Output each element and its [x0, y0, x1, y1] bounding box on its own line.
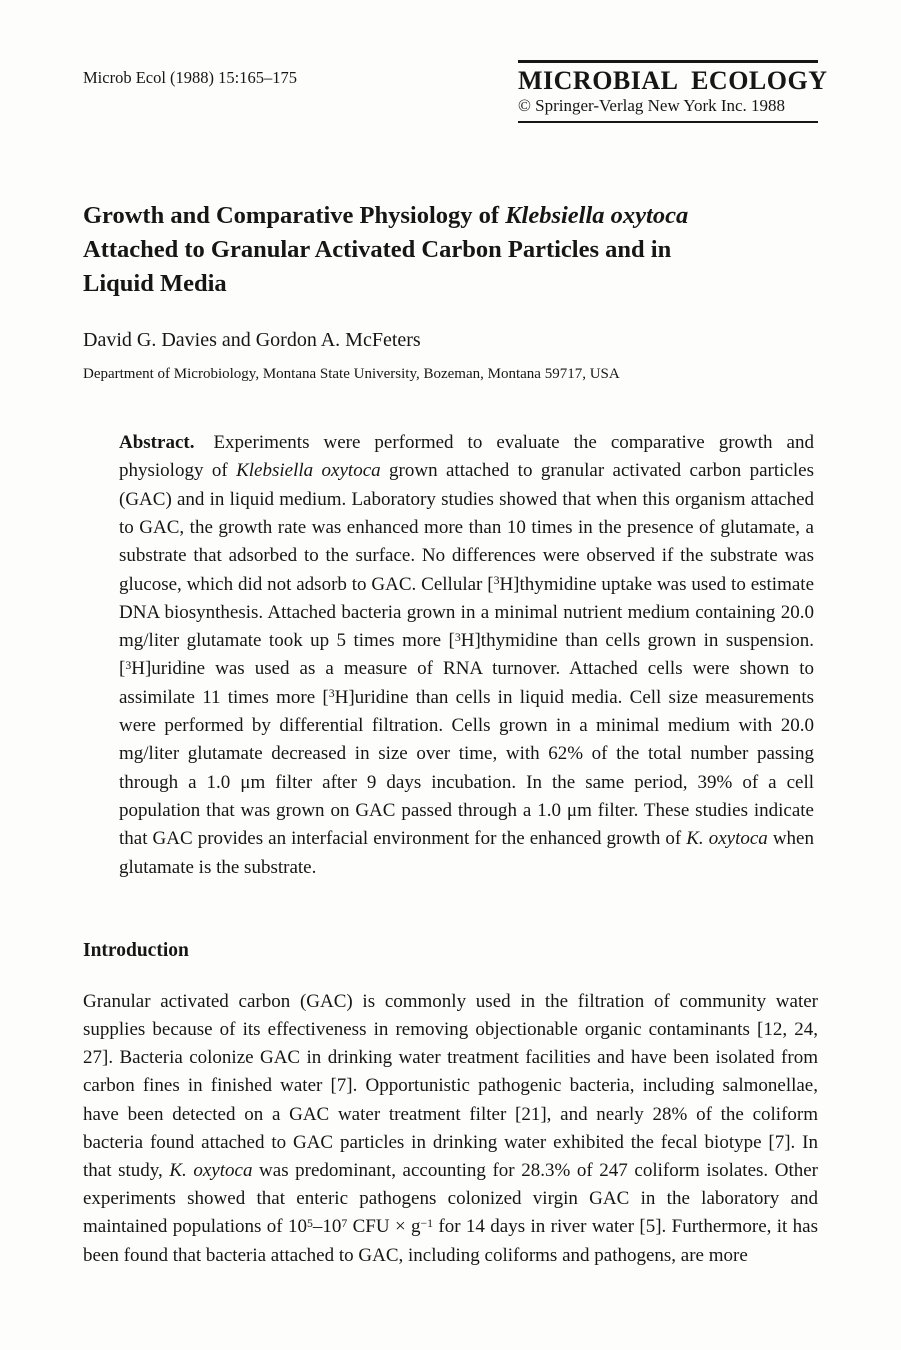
introduction-heading: Introduction: [83, 939, 189, 961]
article-authors: David G. Davies and Gordon A. McFeters: [83, 329, 421, 352]
journal-name: MICROBIAL ECOLOGY: [518, 65, 828, 95]
abstract-paragraph: Abstract. Experiments were performed to evaluate the comparative growth and physiology of Klebsiella oxytoca grown attached to granular activated carbon particles (GAC) and in liquid medium. Laboratory studies showed that when this organism attached to GAC, the growth rate was enhanced more than 10 times in the presence of glutamate, a substrate that adsorbed to the surface. No differences were observed if the substrate was glucose, which did not adsorb to GAC. Cellular [$^3$H]thymidine uptake was used to estimate DNA biosynthesis. Attached bacteria grown in a minimal nutrient medium containing 20.0 mg/liter glutamate took up 5 times more [$^3$H]thymidine than cells grown in suspension. [$^3$H]uridine was used as a measure of RNA turnover. Attached cells were shown to assimilate 11 times more [$^3$H]uridine than cells in liquid media. Cell size measurements were performed by differential filtration. Cells grown in a minimal medium with 20.0 mg/liter glutamate decreased in size over time, with 62% of the total number passing through a 1.0 μm filter after 9 days incubation. In the same period, 39% of a cell population that was grown on GAC passed through a 1.0 μm filter. These studies indicate that GAC provides an interfacial environment for the enhanced growth of K. oxytoca when glutamate is the substrate.: [119, 432, 814, 878]
article-title: Growth and Comparative Physiology of Klebsiella oxytoca Attached to Granular Activated Carbon Particles and in Liquid Media: [83, 202, 689, 298]
introduction-paragraph: Granular activated carbon (GAC) is commonly used in the filtration of community water supplies because of its effectiveness in removing objectionable organic contaminants [12, 24, 27]. Bacteria colonize GAC in drinking water treatment facilities and have been isolated from carbon fines in finished water [7]. Opportunistic pathogenic bacteria, including salmonellae, have been detected on a GAC water treatment filter [21], and nearly 28% of the coliform bacteria found attached to GAC particles in drinking water exhibited the fecal biotype [7]. In that study, K. oxytoca was predominant, accounting for 28.3% of 247 coliform isolates. Other experiments showed that enteric pathogens colonized virgin GAC in the laboratory and maintained populations of $10^5-10^7$ CFU × $g^{-1}$ for 14 days in river water [5]. Furthermore, it has been found that bacteria attached to GAC, including coliforms and pathogens, are more: [83, 990, 818, 1266]
journal-masthead: [83, 60, 828, 123]
article-affiliation: Department of Microbiology, Montana State University, Bozeman, Montana 59717, USA: [83, 366, 620, 383]
copyright-line: © Springer-Verlag New York Inc. 1988: [518, 95, 786, 115]
masthead-bottom-rule: [518, 121, 818, 124]
journal-logo-block: [518, 60, 828, 123]
masthead-top-rule: [518, 60, 818, 63]
journal-citation: Microb Ecol (1988) 15:165–175: [83, 68, 298, 87]
